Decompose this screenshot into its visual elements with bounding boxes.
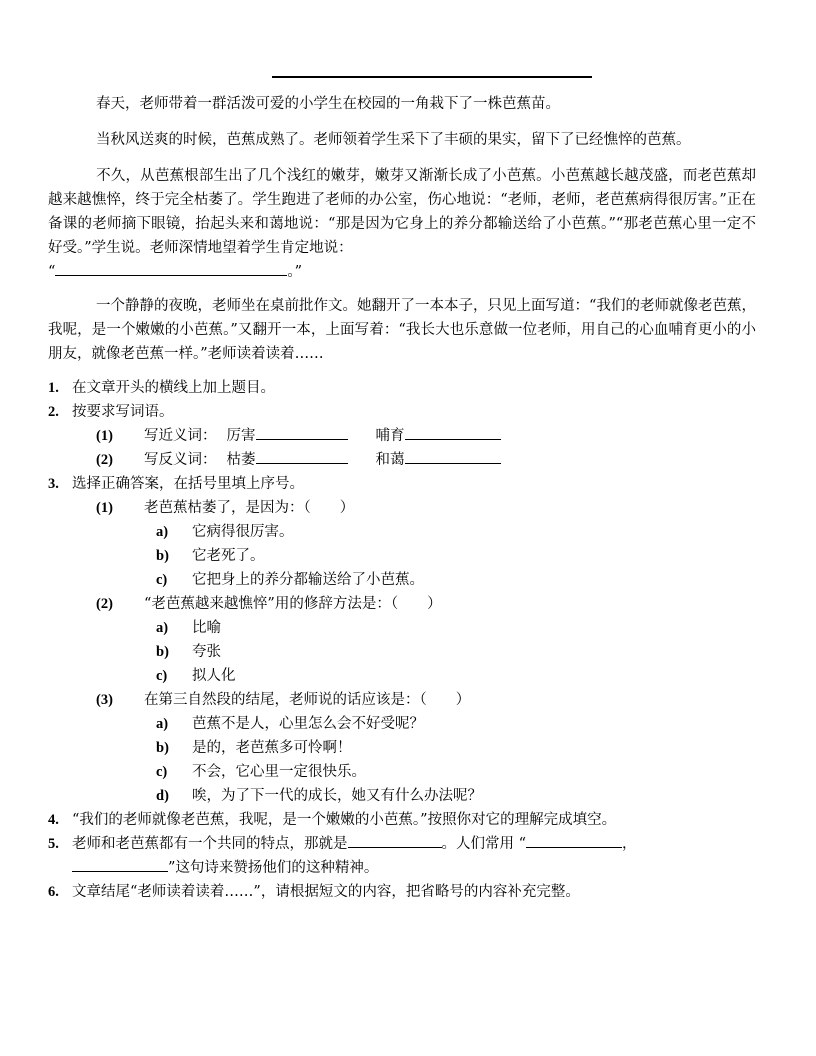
option-text: 不会，它心里一定很快乐。 xyxy=(192,764,366,780)
passage-p4-text: 一个静静的夜晚，老师坐在桌前批作文。她翻开了一本本子，只见上面写道：“我们的老师就像老芭蕉，我呢，是一个嫩嫩的小芭蕉。”又翻开一本，上面写着：“我长大也乐意做一位老师，用自己的心血哺育更小的小朋友，就像老芭蕉一样。”老师读着读着…… xyxy=(48,298,756,362)
question-3 xyxy=(48,472,768,496)
synonym-blank-2[interactable] xyxy=(405,425,501,440)
sub-text: “老芭蕉越来越憔悴”用的修辞方法是：（ ） xyxy=(144,596,442,612)
sub-text: 在第三自然段的结尾，老师说的话应该是：（ ） xyxy=(144,692,471,708)
passage-p3-text: 不久，从芭蕉根部生出了几个浅红的嫩芽，嫩芽又渐渐长成了小芭蕉。小芭蕉越长越茂盛，而老芭蕉却越来越憔悴，终于完全枯萎了。学生跑进了老师的办公室，伤心地说：“老师，老师，老芭蕉病得很厉害。”正在备课的老师摘下眼镜，抬起头来和蔼地说：“那是因为它身上的养分都输送给了小芭蕉。”“那老芭蕉心里一定不好受。”学生说。老师深情地望着学生肯定地说： xyxy=(48,168,756,256)
question-number: 1. xyxy=(48,380,59,396)
option-text: 唉，为了下一代的成长，她又有什么办法呢？ xyxy=(192,788,482,804)
sub-number: (1) xyxy=(96,428,113,444)
quote-open: “ xyxy=(48,264,56,280)
title-blank-line xyxy=(272,76,592,78)
question-number: 4. xyxy=(48,812,59,828)
option-letter: c) xyxy=(156,668,168,684)
question-text: 按要求写词语。 xyxy=(72,404,174,420)
poem-blank-1[interactable] xyxy=(526,833,622,848)
option-letter: a) xyxy=(156,620,169,636)
question-text: ， xyxy=(622,836,637,852)
option-text: 拟人化 xyxy=(192,668,236,684)
option-letter: b) xyxy=(156,740,169,756)
question-text: 文章结尾“老师读着读着……”，请根据短文的内容，把省略号的内容补充完整。 xyxy=(72,884,580,900)
option-c[interactable] xyxy=(156,760,366,784)
word-text: 枯萎 xyxy=(226,452,256,468)
word-text: 哺育 xyxy=(375,428,405,444)
synonym-blank-1[interactable] xyxy=(256,425,348,440)
sub-number: (3) xyxy=(96,692,113,708)
question-3-sub-2 xyxy=(96,592,442,616)
option-text: 是的，老芭蕉多可怜啊！ xyxy=(192,740,352,756)
passage-paragraph-1 xyxy=(48,92,756,116)
option-text: 比喻 xyxy=(192,620,221,636)
sub-label: 写反义词： xyxy=(144,452,217,468)
option-text: 芭蕉不是人，心里怎么会不好受呢？ xyxy=(192,716,424,732)
teacher-answer-blank[interactable] xyxy=(55,261,287,276)
option-letter: a) xyxy=(156,716,169,732)
sub-text: 老芭蕉枯萎了，是因为：（ ） xyxy=(144,500,355,516)
question-number: 3. xyxy=(48,476,59,492)
passage-paragraph-4 xyxy=(48,294,756,366)
option-text: 它病得很厉害。 xyxy=(192,524,294,540)
question-3-sub-3 xyxy=(96,688,470,712)
quote-close: 。” xyxy=(287,264,303,280)
question-number: 2. xyxy=(48,404,59,420)
option-letter: b) xyxy=(156,548,169,564)
option-b[interactable] xyxy=(156,544,265,568)
passage-p1-text: 春天，老师带着一群活泼可爱的小学生在校园的一角栽下了一株芭蕉苗。 xyxy=(96,96,560,112)
question-2-sub-2 xyxy=(96,448,501,472)
passage-paragraph-2 xyxy=(48,128,756,152)
sub-number: (2) xyxy=(96,596,113,612)
question-text: 老师和老芭蕉都有一个共同的特点，那就是 xyxy=(72,836,348,852)
question-text: 。人们常用 “ xyxy=(441,836,527,852)
sub-label: 写近义词： xyxy=(144,428,217,444)
option-b[interactable] xyxy=(156,736,352,760)
passage-p2-text: 当秋风送爽的时候，芭蕉成熟了。老师领着学生采下了丰硕的果实，留下了已经憔悴的芭蕉。 xyxy=(96,132,691,148)
option-letter: c) xyxy=(156,572,168,588)
option-a[interactable] xyxy=(156,712,424,736)
question-text: “我们的老师就像老芭蕉，我呢，是一个嫩嫩的小芭蕉。”按照你对它的理解完成填空。 xyxy=(72,812,617,828)
question-2 xyxy=(48,400,768,424)
option-c[interactable] xyxy=(156,664,236,688)
question-text: ”这句诗来赞扬他们的这种精神。 xyxy=(168,860,379,876)
word-text: 厉害 xyxy=(226,428,256,444)
option-letter: b) xyxy=(156,644,169,660)
antonym-blank-1[interactable] xyxy=(256,449,348,464)
option-text: 夸张 xyxy=(192,644,221,660)
sub-number: (2) xyxy=(96,452,113,468)
option-c[interactable] xyxy=(156,568,424,592)
question-5 xyxy=(48,832,768,856)
question-text: 选择正确答案，在括号里填上序号。 xyxy=(72,476,304,492)
question-text: 在文章开头的横线上加上题目。 xyxy=(72,380,275,396)
passage-paragraph-3 xyxy=(48,164,756,284)
option-letter: d) xyxy=(156,788,169,804)
question-6 xyxy=(48,880,768,904)
question-number: 6. xyxy=(48,884,59,900)
poem-blank-2[interactable] xyxy=(72,857,168,872)
question-2-sub-1 xyxy=(96,424,501,448)
option-b[interactable] xyxy=(156,640,221,664)
question-5-line-2 xyxy=(72,856,792,880)
question-3-sub-1 xyxy=(96,496,354,520)
option-a[interactable] xyxy=(156,616,221,640)
option-d[interactable] xyxy=(156,784,482,808)
question-4 xyxy=(48,808,768,832)
option-a[interactable] xyxy=(156,520,294,544)
option-letter: c) xyxy=(156,764,168,780)
word-text: 和蔼 xyxy=(375,452,405,468)
option-text: 它把身上的养分都输送给了小芭蕉。 xyxy=(192,572,424,588)
question-1 xyxy=(48,376,768,400)
option-text: 它老死了。 xyxy=(192,548,265,564)
option-letter: a) xyxy=(156,524,169,540)
antonym-blank-2[interactable] xyxy=(405,449,501,464)
sub-number: (1) xyxy=(96,500,113,516)
feature-blank[interactable] xyxy=(348,833,442,848)
question-number: 5. xyxy=(48,836,59,852)
